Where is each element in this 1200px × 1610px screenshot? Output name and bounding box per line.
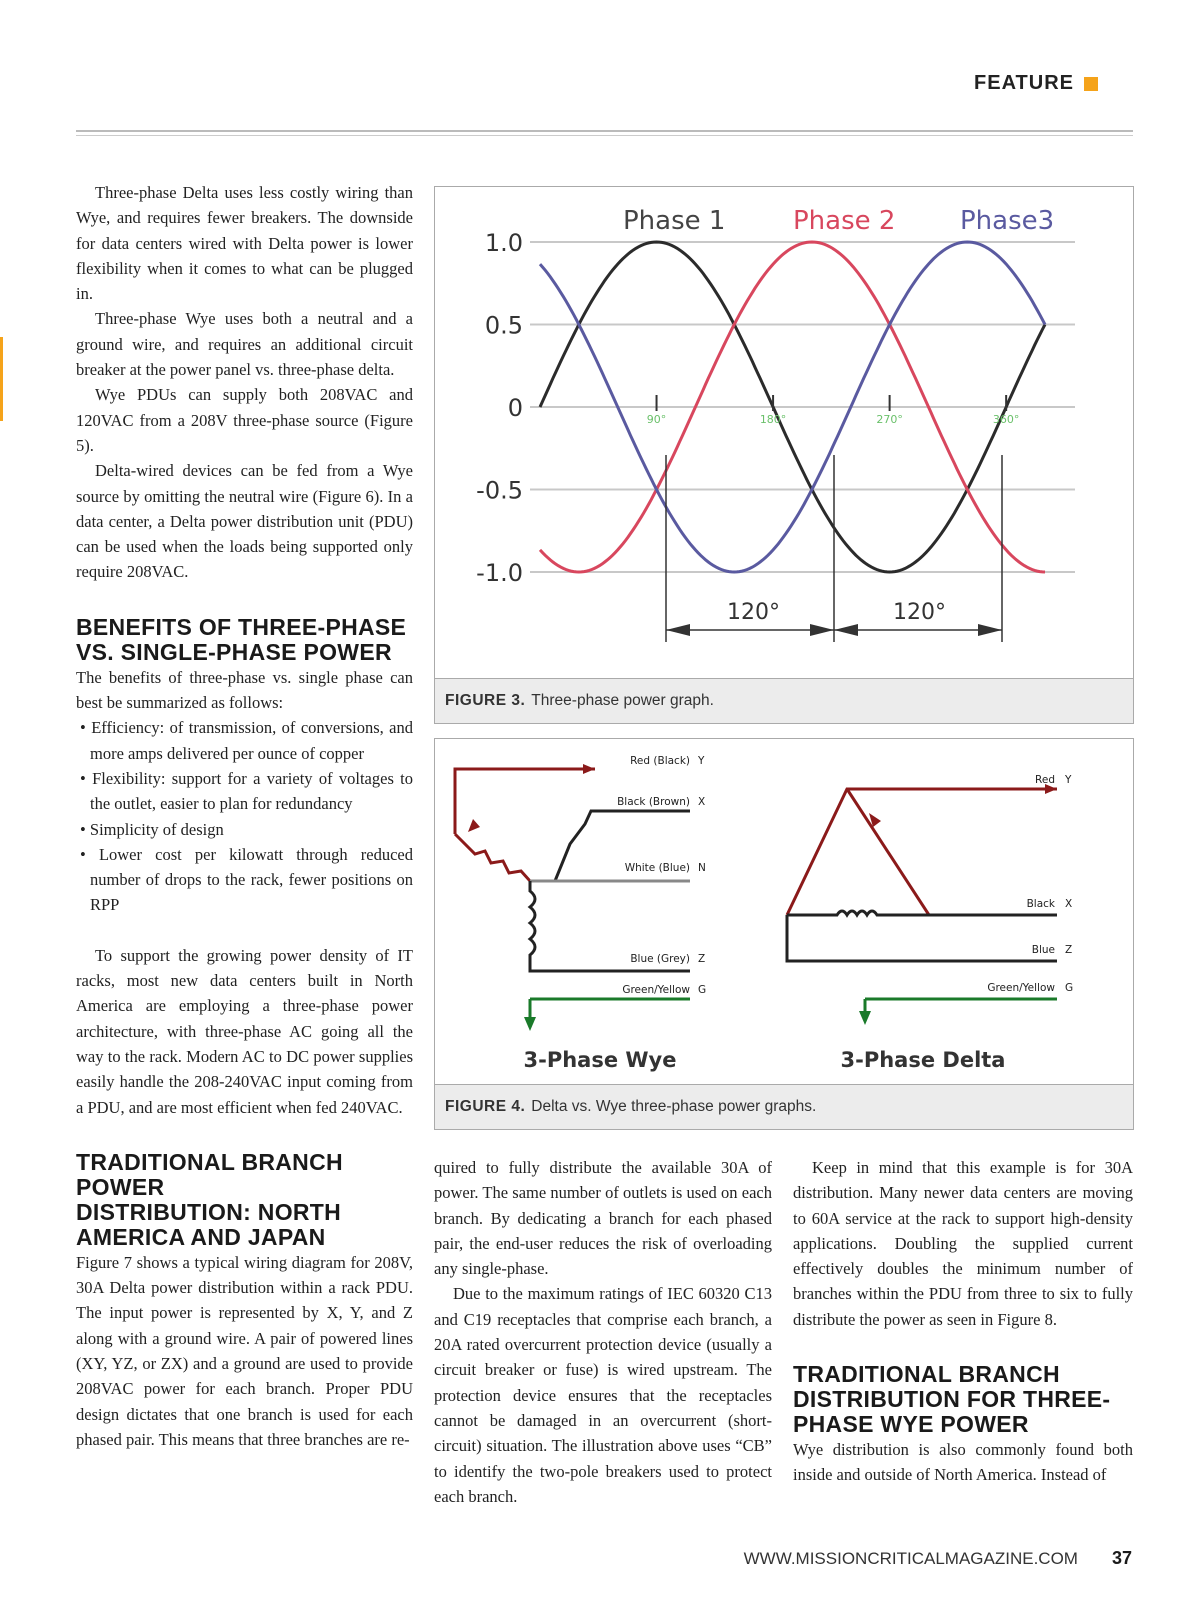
section-heading-wye-distribution	[793, 1362, 1133, 1437]
page-number: 37	[1111, 1548, 1132, 1568]
y-tick-label: 0.5	[484, 311, 523, 340]
three-phase-chart	[435, 187, 1133, 677]
wye-red-label: Red (Black)	[630, 755, 690, 767]
wye-diagram	[455, 755, 706, 1072]
list-item: • Simplicity of design	[76, 817, 413, 842]
column-middle	[434, 1155, 772, 1509]
wye-blue-label: Blue (Grey)	[630, 953, 690, 965]
axis-mark-label: 270°	[876, 413, 903, 426]
paragraph: Three-phase Wye uses both a neutral and a ground wire, and requires an additional circuit breaker at the power panel vs. three-phase delta.	[76, 309, 413, 380]
paragraph: Wye distribution is also commonly found both inside and outside of North America. Instead of	[793, 1440, 1133, 1485]
paragraph: Three-phase Delta uses less costly wiring than Wye, and requires fewer breakers. The downside for data centers wired with Delta power is lower flexibility when it comes to what can be plugged in.	[76, 183, 413, 304]
section-heading-benefits	[76, 615, 413, 665]
figure-3-caption	[435, 678, 1133, 723]
paragraph: quired to fully distribute the available 30A of power. The same number of outlets is used on each branch. By dedicating a branch for each phased pair, the end-user reduces the risk of overloading any single-phase.	[434, 1158, 772, 1279]
axis-mark-label: 360°	[992, 413, 1020, 426]
legend-phase-2: Phase 2	[793, 206, 896, 236]
list-item: • Efficiency: of transmission, of conversions, and more amps delivered per ounce of copper	[76, 715, 413, 766]
caption-text: Three-phase power graph.	[531, 692, 714, 709]
heading-line: VS. SINGLE-PHASE POWER	[76, 638, 392, 665]
wye-white-label: White (Blue)	[624, 862, 690, 874]
legend-phase-1: Phase 1	[623, 206, 726, 236]
paragraph: The benefits of three-phase vs. single phase can best be summarized as follows:	[76, 667, 413, 713]
caption-label: FIGURE 4.	[445, 1098, 526, 1115]
column-left	[76, 180, 413, 1452]
legend-phase-3: Phase3	[960, 206, 1055, 236]
heading-line: TRADITIONAL BRANCH	[793, 1361, 1060, 1388]
page-footer	[744, 1548, 1132, 1569]
axis-mark-label: 180°	[759, 413, 787, 426]
axis-mark-label: 90°	[646, 413, 667, 426]
section-heading-traditional-branch	[76, 1150, 413, 1250]
delta-title: 3-Phase Delta	[840, 1048, 1006, 1072]
wye-black-label: Black (Brown)	[617, 796, 690, 808]
figure-4-caption	[435, 1084, 1133, 1129]
margin-accent-bar	[0, 337, 3, 421]
y-tick-label: -1.0	[476, 559, 523, 587]
heading-line: BENEFITS OF THREE-PHASE	[76, 613, 407, 640]
y-tick-label: 1.0	[484, 229, 523, 257]
heading-line: DISTRIBUTION FOR THREE-	[793, 1386, 1111, 1413]
paragraph: Figure 7 shows a typical wiring diagram for 208V, 30A Delta power distribution within a rack PDU. The input power is represented by X, Y, and Z along with a ground wire. A pair of powered lines (XY, YZ, or ZX) and a ground are used to provide 208VAC power for each branch. Proper PDU design dictates that one branch is used for each phased pair. This means that three branches are re-	[76, 1252, 413, 1449]
paragraph: To support the growing power density of IT racks, most new data centers built in North America are employing a three-phase power architecture, with three-phase AC going all the way to the rack. Modern AC to DC power supplies easily handle the 208-240VAC input coming from a PDU, and are most efficient when fed 240VAC.	[76, 945, 413, 1117]
delta-red-label: Red	[1035, 774, 1055, 786]
y-tick-labels	[476, 229, 523, 587]
paragraph: Keep in mind that this example is for 30A distribution. Many newer data centers are moving to 60A service at the rack to support high-density applications. Doubling the supplied current effectively doubles the minimum number of branches within the PDU from three to six to fully distribute the power as seen in Figure 8.	[793, 1158, 1133, 1329]
wye-title: 3-Phase Wye	[523, 1048, 677, 1072]
wye-ground-label: Green/Yellow	[622, 984, 690, 996]
header-rule	[76, 130, 1133, 132]
y-tick-label: 0	[507, 394, 523, 422]
wye-ground-terminal: G	[698, 984, 707, 996]
phase-spacing-dimension	[666, 455, 1002, 642]
delta-ground-label: Green/Yellow	[987, 982, 1055, 994]
caption-label: FIGURE 3.	[445, 692, 526, 709]
y-tick-label: -0.5	[476, 476, 523, 505]
section-tag	[974, 72, 1098, 95]
heading-line: PHASE WYE POWER	[793, 1411, 1029, 1438]
caption-text: Delta vs. Wye three-phase power graphs.	[531, 1098, 817, 1115]
delta-blue-label: Blue	[1031, 944, 1055, 956]
list-item: • Lower cost per kilowatt through reduced number of drops to the rack, fewer positions on RPP	[76, 842, 413, 918]
footer-url: WWW.MISSIONCRITICALMAGAZINE.COM	[743, 1549, 1078, 1568]
chart-gridlines	[530, 242, 1075, 572]
figure-4	[434, 738, 1134, 1130]
wye-black-terminal: X	[698, 796, 706, 808]
delta-black-label: Black	[1026, 898, 1055, 910]
delta-red-terminal: Y	[1065, 774, 1072, 786]
delta-diagram	[787, 774, 1073, 1072]
wye-blue-terminal: Z	[698, 953, 706, 965]
paragraph: Wye PDUs can supply both 208VAC and 120VAC from a 208V three-phase source (Figure 5).	[76, 385, 413, 455]
list-item: • Flexibility: support for a variety of voltages to the outlet, easier to plan for redundancy	[76, 766, 413, 817]
header-rule-secondary	[76, 135, 1133, 136]
paragraph: Delta-wired devices can be fed from a Wye source by omitting the neutral wire (Figure 6). In a data center, a Delta power distribution unit (PDU) can be used when the loads being supported only require 208VAC.	[76, 461, 413, 582]
column-right	[793, 1155, 1133, 1488]
heading-line: TRADITIONAL BRANCH POWER	[76, 1148, 343, 1200]
section-label: FEATURE	[974, 72, 1074, 94]
paragraph: Due to the maximum ratings of IEC 60320 C13 and C19 receptacles that comprise each branch, a 20A rated overcurrent protection device (usually a circuit breaker or fuse) is wired upstream. The protection device ensures that the receptacles cannot be damaged in an overcurrent (short-circuit) situation. The illustration above uses “CB” to identify the two-pole breakers used to protect each branch.	[434, 1284, 772, 1506]
wye-delta-diagram	[435, 739, 1133, 1085]
delta-blue-terminal: Z	[1065, 944, 1073, 956]
section-square-icon	[1084, 77, 1098, 91]
wye-red-terminal: Y	[698, 755, 705, 767]
annotation-120-right: 120°	[893, 600, 946, 625]
wye-white-terminal: N	[698, 862, 706, 874]
delta-black-terminal: X	[1065, 898, 1073, 910]
axis-degree-marks	[647, 395, 1020, 426]
figure-3	[434, 186, 1134, 724]
benefits-list	[76, 715, 413, 917]
annotation-120-left: 120°	[727, 600, 780, 625]
delta-ground-terminal: G	[1065, 982, 1074, 994]
heading-line: AMERICA AND JAPAN	[76, 1223, 326, 1250]
heading-line: DISTRIBUTION: NORTH	[76, 1198, 342, 1225]
